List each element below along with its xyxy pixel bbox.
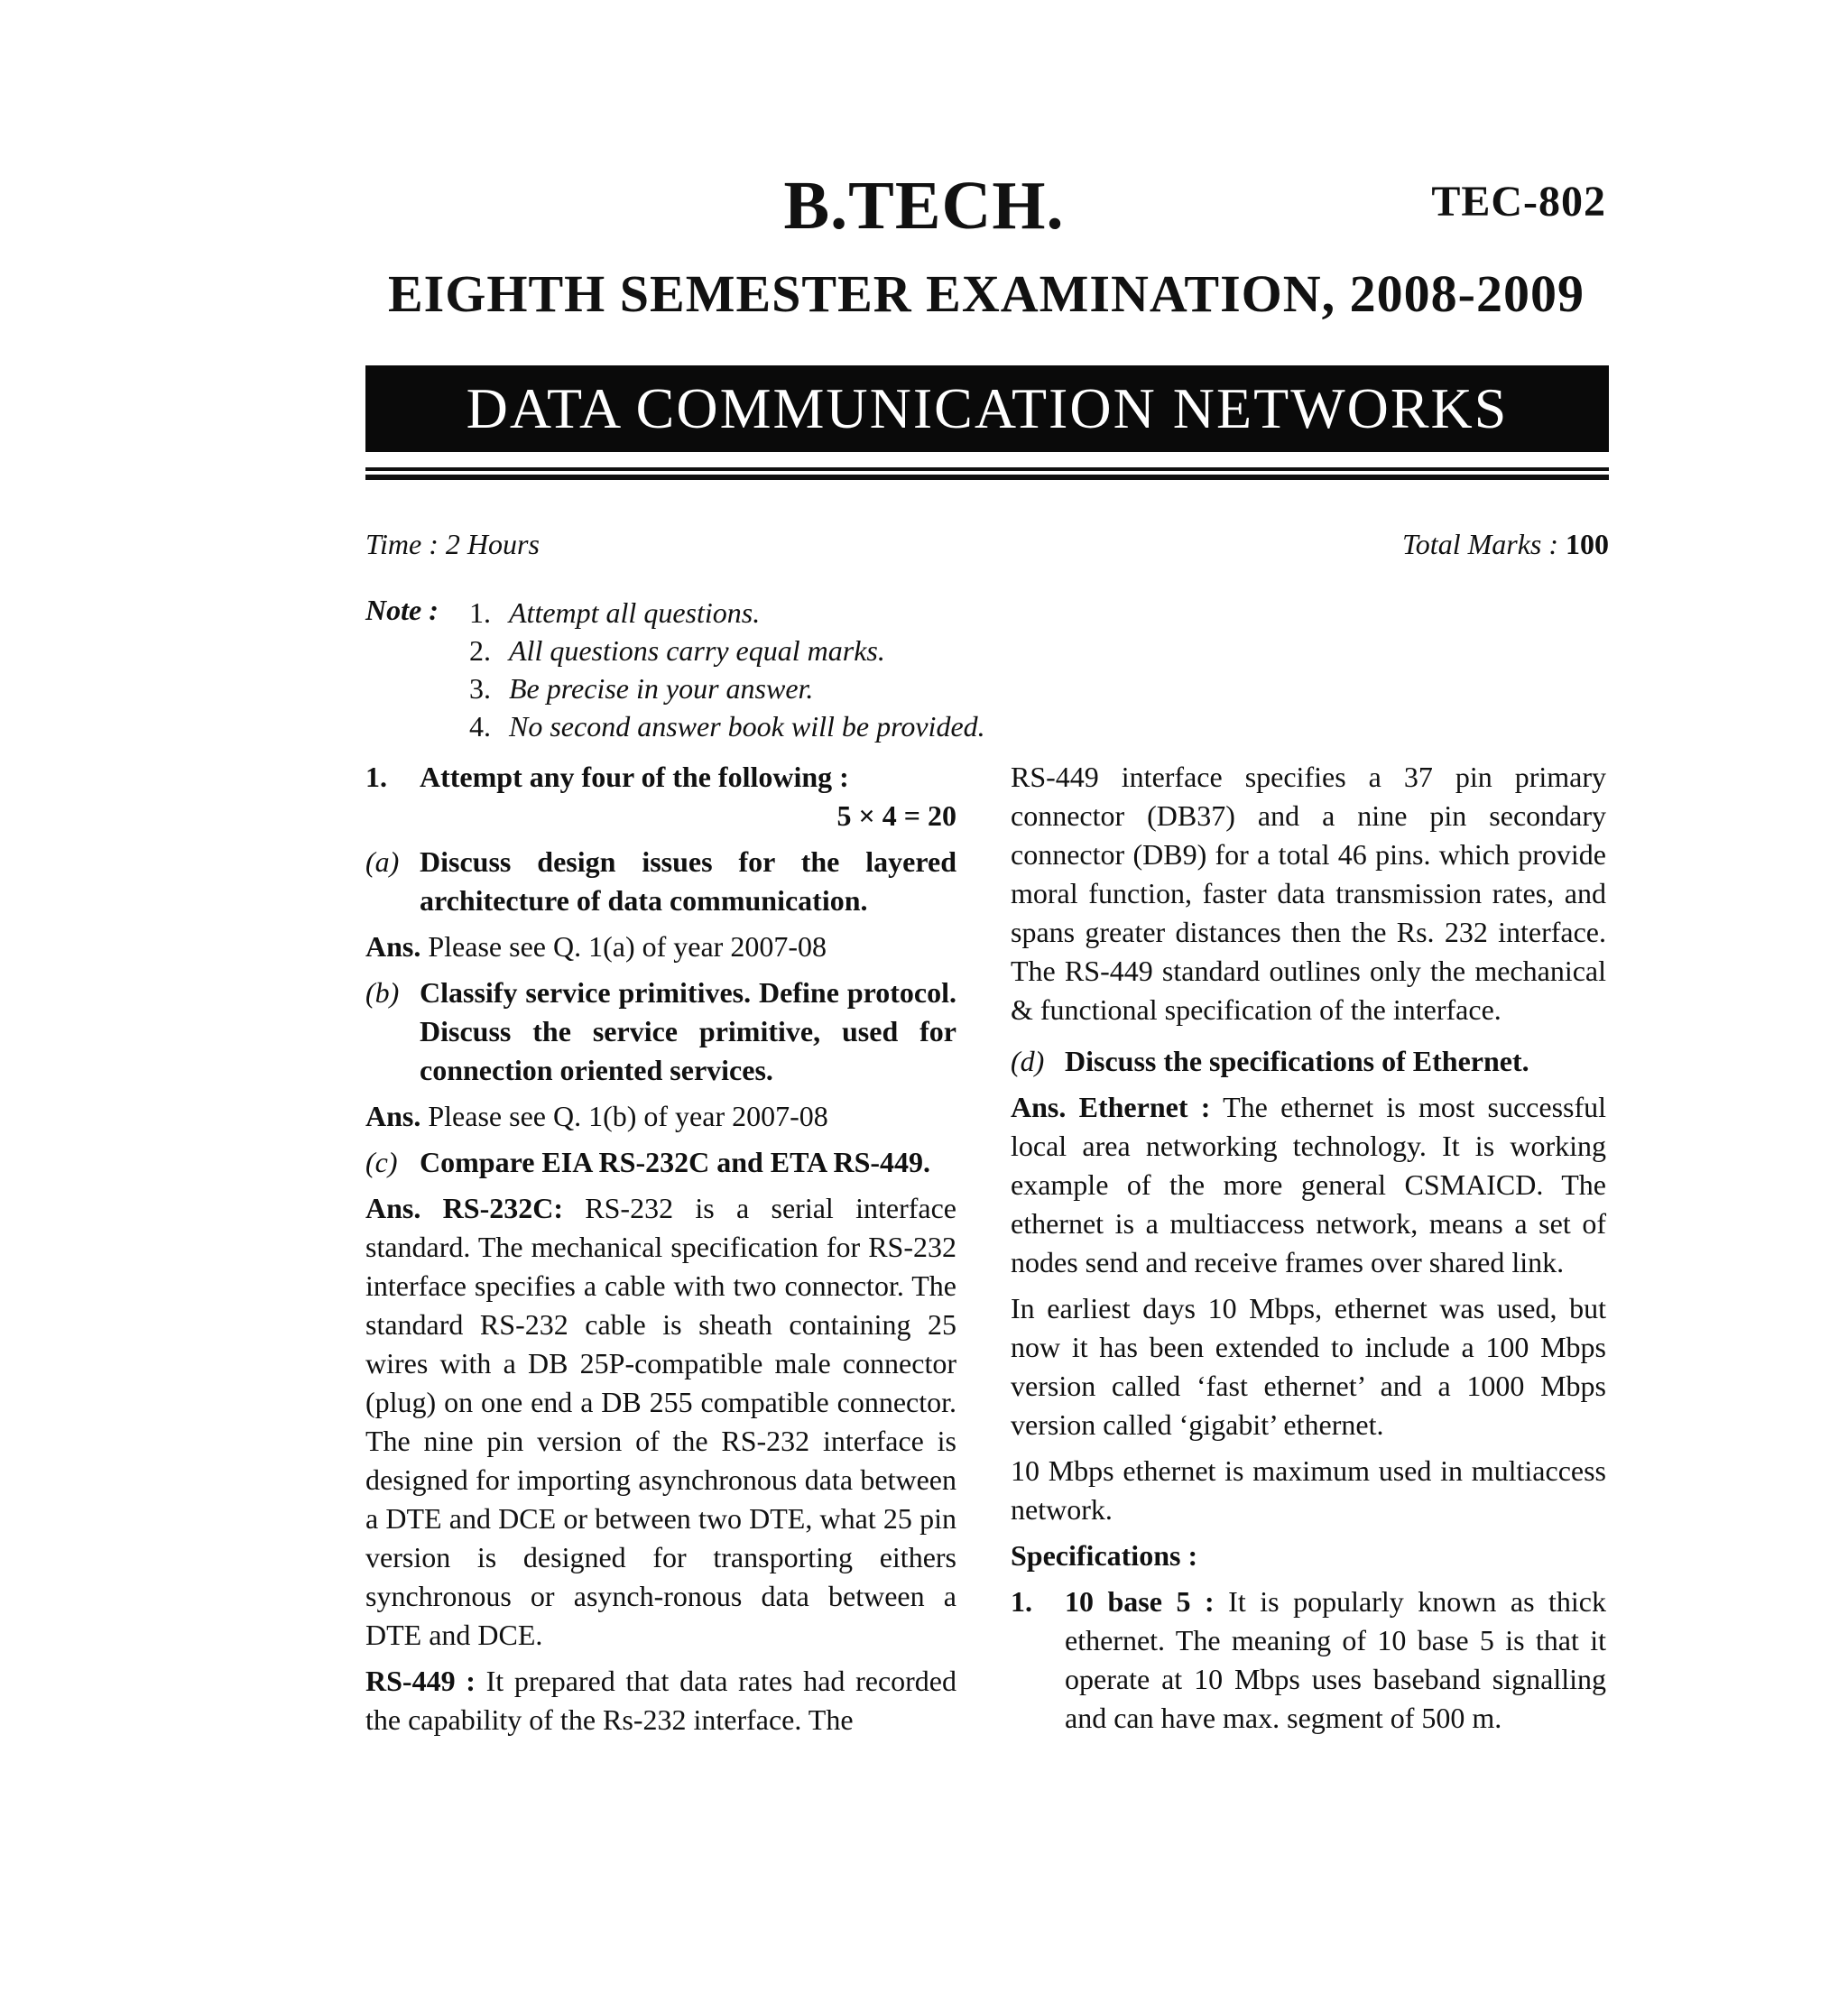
left-column [365,758,956,1739]
sub-label: (d) [1011,1045,1045,1077]
ethernet-label: Ethernet : [1078,1091,1211,1123]
note-item [469,632,985,669]
question-1b [365,973,956,1090]
ethernet-text: The ethernet is most successful local area networking technology. It is working example of the more general CSMAICD. The ethernet is a multiaccess network, means a set of nodes send and receive frames over shared link. [1011,1091,1607,1278]
question-number: 1. [365,761,387,793]
marks-value: 100 [1566,528,1609,560]
divider [365,475,1609,480]
subject-title: DATA COMMUNICATION NETWORKS [466,376,1509,440]
answer-label: Ans. [1011,1091,1067,1123]
time-label: Time : [365,528,439,560]
question-1-heading [365,758,956,797]
sub-label: (b) [365,976,400,1009]
question-marks: 5 × 4 = 20 [836,799,956,832]
note-num: 3. [469,672,491,705]
question-1c [365,1143,956,1182]
answer-label: Ans. [365,1192,421,1224]
note-text: Be precise in your answer. [509,672,814,705]
right-column [1011,758,1606,1738]
note-text: All questions carry equal marks. [509,634,885,667]
rs449-continued: RS-449 interface specifies a 37 pin primary connector (DB37) and a nine pin secondary connector (DB9) for a total 46 pins. which provide moral function, faster data transmission rates, and spans greater distances then the Rs. 232 interface. The RS-449 standard outlines only the mechanical & functional specification of the interface. [1011,761,1606,1026]
answer-1c [365,1189,956,1655]
rs449-paragraph [365,1662,956,1739]
spec-text: It is popularly known as thick ethernet. The meaning of 10 base 5 is that it operate at 10 Mbps uses baseband signalling and can have max. segment of 500 m. [1065,1585,1607,1734]
answer-1a [365,927,956,966]
note-item [469,707,985,745]
sub-question-text: Discuss the specifications of Ethernet. [1065,1045,1529,1077]
sub-label: (a) [365,845,400,878]
sub-question-text: Discuss design issues for the layered architecture of data communication. [420,845,956,917]
answer-label: Ans. [365,1100,421,1132]
question-1d [1011,1042,1606,1081]
degree-title: B.TECH. [783,168,1065,244]
exam-title: EIGHTH SEMESTER EXAMINATION, 2008-2009 [388,264,1585,323]
sub-question-text: Classify service primitives. Define protocol. Discuss the service primitive, used for connection oriented services. [420,976,956,1086]
marks-label: Total Marks : [1401,528,1558,560]
time-info [365,528,540,561]
marks-info [1402,528,1609,561]
specifications-title: Specifications : [1011,1539,1198,1572]
sub-question-text: Compare EIA RS-232C and ETA RS-449. [420,1146,931,1178]
note-label: Note : [365,594,439,626]
question-title: Attempt any four of the following : [420,761,849,793]
question-1a [365,843,956,920]
note-text: No second answer book will be provided. [509,710,985,743]
answer-1d [1011,1088,1606,1282]
rs449-text: It prepared that data rates had recorded the capability of the Rs-232 interface. The [365,1665,956,1736]
note-text: Attempt all questions. [509,596,761,629]
spec-number: 1. [1011,1585,1032,1618]
ethernet-paragraph-2: In earliest days 10 Mbps, ethernet was used, but now it has been extended to include a 100 Mbps version called ‘fast ethernet’ and a 1000 Mbps version called ‘gigabit’ ethernet. [1011,1292,1606,1441]
answer-text: Please see Q. 1(a) of year 2007-08 [428,930,827,963]
note-item [469,594,985,632]
time-value: 2 Hours [445,528,540,560]
spec-item [1011,1582,1606,1738]
divider [365,467,1609,471]
subject-banner [365,365,1609,452]
ethernet-paragraph-3: 10 Mbps ethernet is maximum used in multiaccess network. [1011,1454,1606,1526]
rs232-text: RS-232 is a serial interface standard. The mechanical specification for RS-232 interface specifies a cable with two connector. The standard RS-232 cable is sheath containing 25 wires with a DB 25P-compatible male connector (plug) on one end a DB 255 compatible connector. The nine pin version of the RS-232 interface is designed for importing asynchronous data between a DTE and DCE or between two DTE, what 25 pin version is designed for transporting eithers synchronous or asynch-ronous data between a DTE and DCE. [365,1192,957,1651]
course-code: TEC-802 [1431,178,1606,226]
note-list [469,594,985,745]
rs232-label: RS-232C: [442,1192,563,1224]
note-item [469,669,985,707]
note-num: 1. [469,596,491,629]
answer-label: Ans. [365,930,421,963]
answer-text: Please see Q. 1(b) of year 2007-08 [428,1100,828,1132]
note-num: 4. [469,710,491,743]
answer-1b [365,1097,956,1136]
note-num: 2. [469,634,491,667]
sub-label: (c) [365,1146,398,1178]
spec-label: 10 base 5 : [1065,1585,1215,1618]
rs449-label: RS-449 : [365,1665,476,1697]
